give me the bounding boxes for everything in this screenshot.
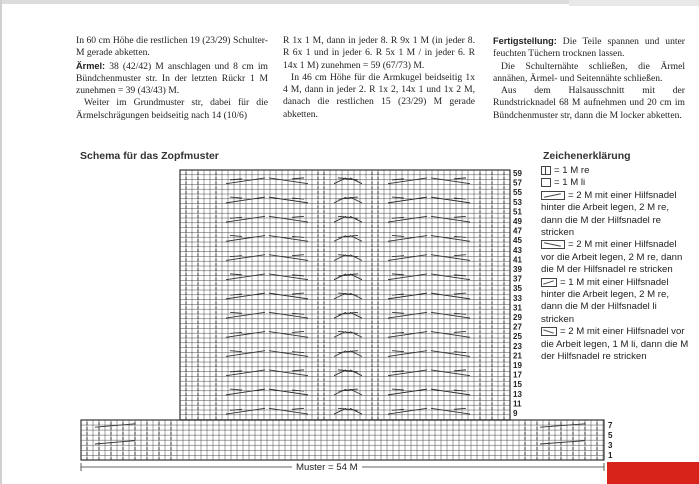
- cable-cross-stroke: [388, 236, 427, 242]
- cable-cross-stroke: [269, 389, 308, 395]
- row-number: 35: [513, 284, 522, 294]
- cable-cross-stroke: [431, 408, 470, 414]
- cable-cross-stroke: [388, 332, 427, 338]
- cable-cross-stroke: [388, 293, 427, 299]
- cable-cross-stroke: [226, 216, 265, 222]
- cable-cross-stroke: [226, 197, 265, 203]
- legend-item-cable-back: = 2 M mit einer Hilfsnadel hinter die Arbeit legen, 2 M re, dann die M der Hilfsnadel re stricken: [541, 189, 677, 239]
- legend-item-cable-front: = 2 M mit einer Hilfsnadel vor die Arbeit legen, 2 M re, dann die M der Hilfsnadel re stricken: [541, 239, 683, 276]
- row-number: 9: [513, 409, 518, 418]
- row-number: 15: [513, 380, 522, 390]
- paragraph-sleeve-cap: In 46 cm Höhe für die Armkugel beidseitig 1x 4 M, dann in jeder 2. R 1x 2, 14x 1 und 1x 2 M, danach die restlichen 15 (23/29) M gerade abketten.: [283, 71, 475, 120]
- cable-cross-stroke: [226, 178, 265, 184]
- cable-cross-stroke: [388, 408, 427, 414]
- sleeve-text: 38 (42/42) M anschlagen und 8 cm im Bündchenmuster str. In der letzten Rückr 1 M zunehmen = 39 (43/43) M.: [76, 60, 268, 97]
- paragraph-increases: R 1x 1 M, dann in jeder 8. R 9x 1 M (in jeder 8. R 6x 1 und in jeder 6. R 5x 1 M / in jeder 6. R 14x 1 M) zunehmen = 59 (67/73) M.: [283, 35, 475, 71]
- cable-cross-stroke: [431, 332, 470, 338]
- muster-width-label: Muster = 54 M: [292, 462, 362, 473]
- cable-cross-stroke: [388, 389, 427, 395]
- cable-cross-stroke: [431, 351, 470, 357]
- row-number: 17: [513, 370, 522, 380]
- row-number: 51: [513, 207, 522, 217]
- row-number: 45: [513, 236, 522, 246]
- row-number: 7: [608, 421, 613, 430]
- cable-cross-stroke: [431, 293, 470, 299]
- row-number: 11: [513, 399, 522, 409]
- row-number: 23: [513, 341, 522, 351]
- cable-cross-stroke: [388, 351, 427, 357]
- cable-cross-stroke: [269, 370, 308, 376]
- cable-cross-stroke: [226, 351, 265, 357]
- row-number: 21: [513, 351, 522, 361]
- cable-cross-stroke: [540, 424, 585, 427]
- row-number: 3: [608, 441, 613, 451]
- cable-back-symbol-icon: [541, 191, 565, 200]
- cable-cross-stroke: [269, 197, 308, 203]
- row-number: 5: [608, 431, 613, 441]
- knit-symbol-icon: [541, 166, 551, 175]
- twist-back-symbol-icon: [541, 278, 557, 287]
- legend: [541, 165, 691, 364]
- cable-cross-stroke: [431, 274, 470, 280]
- cable-cross-stroke: [269, 178, 308, 184]
- paragraph-basic-pattern: Weiter im Grundmuster str, dabei für die Ärmelschrägungen beidseitig nach 14 (10/6): [76, 97, 268, 121]
- cable-cross-stroke: [388, 370, 427, 376]
- legend-item-twist-front: = 2 M mit einer Hilfsnadel vor die Arbeit legen, 1 M li, dann die M der Hilfsnadel re stricken: [541, 326, 689, 363]
- row-number: 47: [513, 226, 522, 236]
- cable-cross-stroke: [388, 312, 427, 318]
- row-number: 39: [513, 265, 522, 274]
- cable-cross-stroke: [431, 255, 470, 261]
- cable-cross-stroke: [269, 274, 308, 280]
- finishing-text: Die Teile spannen und unter feuchten Tüchern trocknen lassen.: [493, 36, 685, 60]
- cable-cross-stroke: [226, 332, 265, 338]
- cable-cross-stroke: [269, 332, 308, 338]
- cable-cross-stroke: [226, 293, 265, 299]
- row-number: 19: [513, 361, 522, 370]
- paragraph-shoulder: In 60 cm Höhe die restlichen 19 (23/29) Schulter-M gerade abketten.: [76, 35, 268, 59]
- row-number: 49: [513, 217, 522, 226]
- cable-cross-stroke: [269, 408, 308, 414]
- cable-cross-stroke: [226, 255, 265, 261]
- cable-cross-stroke: [431, 197, 470, 203]
- cable-cross-stroke: [269, 351, 308, 357]
- row-number: 37: [513, 274, 522, 284]
- cable-cross-stroke: [431, 178, 470, 184]
- cable-cross-stroke: [269, 293, 308, 299]
- cable-front-symbol-icon: [541, 240, 565, 249]
- cable-cross-stroke: [269, 216, 308, 222]
- row-number: 57: [513, 178, 522, 188]
- twist-front-symbol-icon: [541, 327, 557, 336]
- cable-cross-stroke: [431, 216, 470, 222]
- row-number: 53: [513, 197, 522, 207]
- cable-cross-stroke: [226, 389, 265, 395]
- chart-title: Schema für das Zopfmuster: [80, 150, 219, 162]
- row-number: 43: [513, 245, 522, 255]
- cable-cross-stroke: [540, 441, 585, 444]
- row-number: 41: [513, 255, 522, 265]
- legend-item-knit: = 1 M re: [541, 165, 691, 177]
- row-number: 27: [513, 322, 522, 332]
- cable-cross-stroke: [431, 370, 470, 376]
- cable-cross-stroke: [226, 236, 265, 242]
- purl-symbol-icon: [541, 178, 551, 187]
- legend-item-purl: = 1 M li: [541, 177, 691, 189]
- row-number: 1: [608, 451, 613, 461]
- cable-cross-stroke: [269, 312, 308, 318]
- cable-cross-stroke: [269, 255, 308, 261]
- row-number: 25: [513, 332, 522, 342]
- cable-cross-stroke: [431, 312, 470, 318]
- cable-cross-stroke: [388, 197, 427, 203]
- row-number: 55: [513, 188, 522, 198]
- cable-cross-stroke: [388, 216, 427, 222]
- cable-cross-stroke: [226, 408, 265, 414]
- legend-item-twist-back: = 1 M mit einer Hilfsnadel hinter die Arbeit legen, 2 M re, dann die M der Hilfsnadel li stricken: [541, 276, 669, 325]
- cable-cross-stroke: [431, 236, 470, 242]
- cable-cross-stroke: [226, 370, 265, 376]
- row-number: 29: [513, 313, 522, 322]
- cable-cross-stroke: [388, 178, 427, 184]
- sleeve-heading: Ärmel:: [76, 60, 106, 71]
- paragraph-seams: Die Schulternähte schließen, die Ärmel annähen, Ärmel- und Seitennähte schließen.: [493, 60, 685, 84]
- row-number: 31: [513, 303, 522, 313]
- cable-cross-stroke: [226, 274, 265, 280]
- cable-cross-stroke: [388, 255, 427, 261]
- cable-cross-stroke: [269, 236, 308, 242]
- cable-cross-stroke: [431, 389, 470, 395]
- cable-cross-stroke: [226, 312, 265, 318]
- legend-title: Zeichenerklärung: [543, 150, 631, 162]
- row-number: 59: [513, 169, 522, 178]
- cable-cross-stroke: [388, 274, 427, 280]
- paragraph-neckline: Aus dem Halsausschnitt mit der Rundstricknadel 68 M aufnehmen und 20 cm im Bündchenmuster str, dann die M locker abketten.: [493, 85, 685, 121]
- row-number: 13: [513, 389, 522, 399]
- finishing-heading: Fertigstellung:: [493, 36, 557, 46]
- row-number: 33: [513, 293, 522, 303]
